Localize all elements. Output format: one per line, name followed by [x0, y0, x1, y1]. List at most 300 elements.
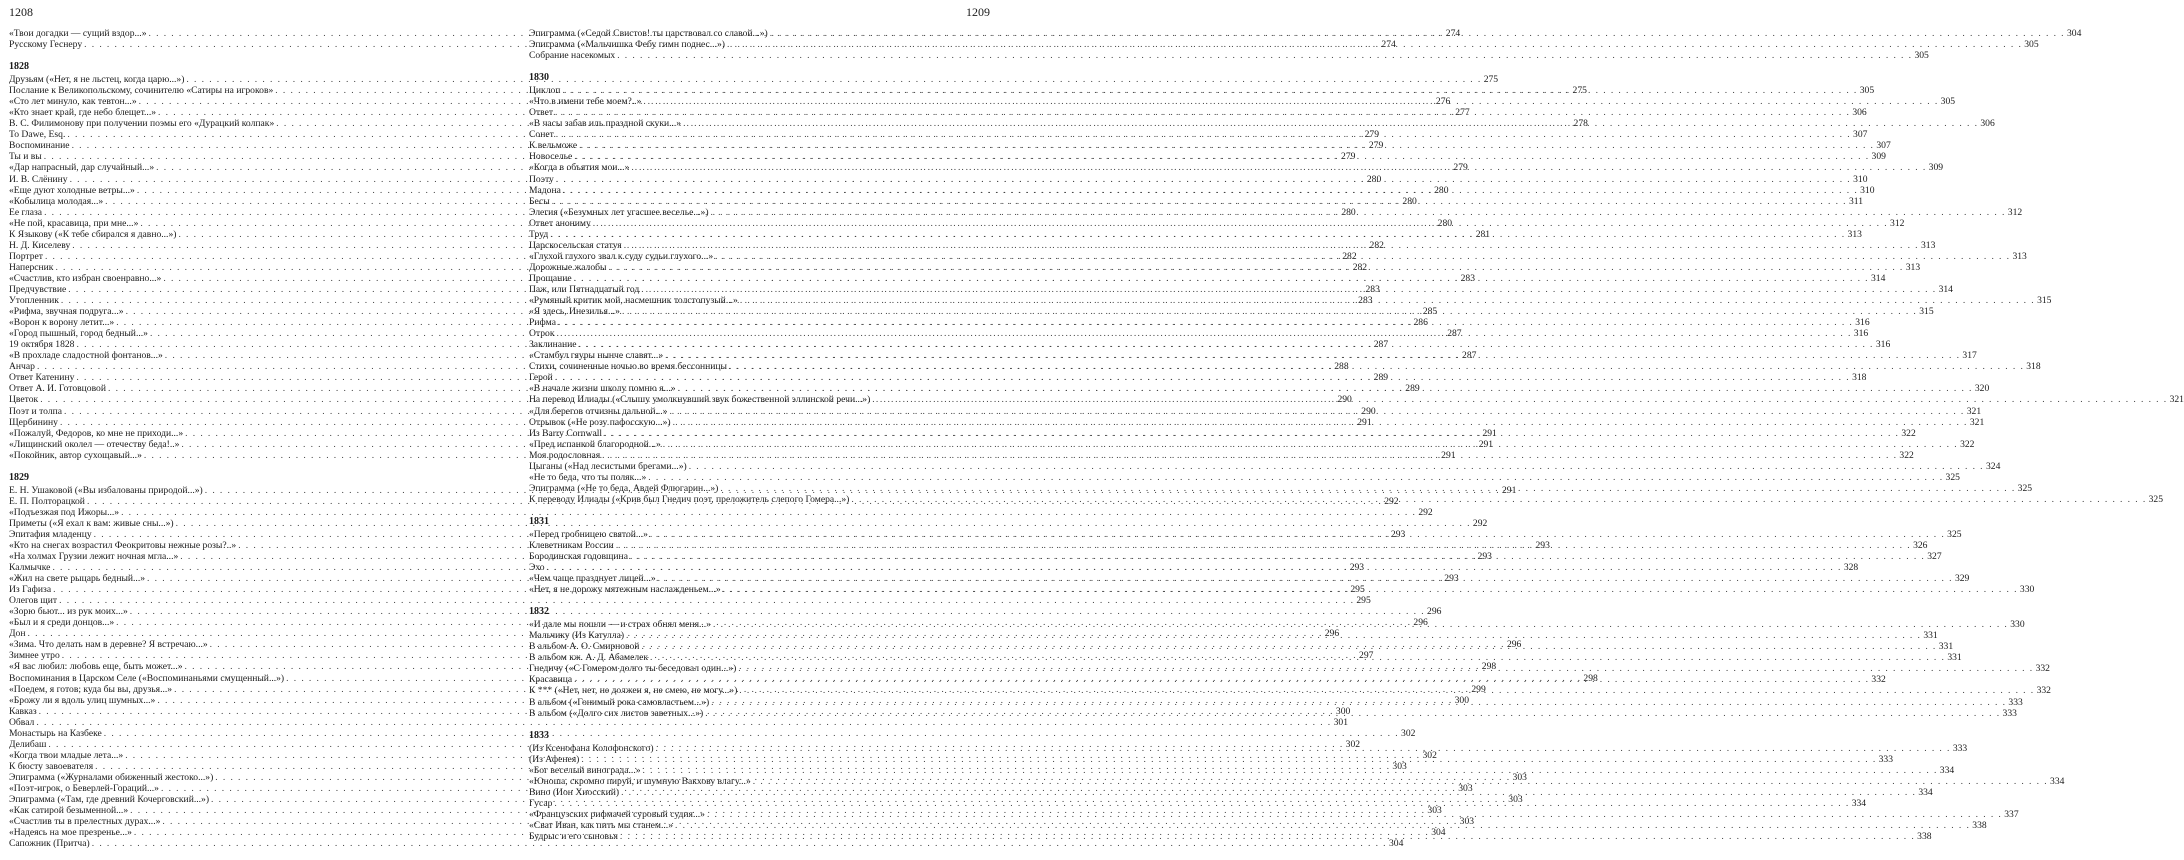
entry-page-number: 305	[1859, 85, 1875, 97]
dot-leader	[849, 494, 2148, 505]
entry-title: «Не пой, красавица, при мне...»	[9, 217, 139, 229]
entry-page-number: 275	[1483, 74, 1499, 86]
entry-title: Друзьям («Нет, я не льстец, когда царю...»)	[9, 74, 185, 86]
entry-title: «Чем чаще празднует лицей...»	[529, 573, 656, 585]
entry-page-number: 326	[1913, 539, 1928, 551]
entry-title: К переводу Илиады («Крив был Гнедич поэт, преложитель слепого Гомера...»)	[529, 493, 850, 505]
entry-title: Заклинание	[529, 339, 577, 351]
dot-leader	[577, 339, 1876, 350]
dot-leader	[768, 28, 2067, 39]
dot-leader	[591, 218, 1890, 229]
dot-leader	[639, 284, 1938, 295]
dot-leader	[661, 439, 1960, 450]
entry-title: Щербинину	[9, 416, 58, 428]
entry-page-number: 333	[2002, 707, 2017, 719]
entry-page-number: 277	[1455, 107, 1470, 119]
year-heading: 1832	[529, 606, 549, 618]
entry-page-number: 279	[1453, 162, 1468, 174]
entry-page-number: 337	[2004, 808, 2019, 820]
entry-title: «Сват Иван, как пить мы станем...»	[529, 819, 673, 831]
entry-title: Гнедичу («С Гомером долго ты беседовал один...»)	[529, 663, 737, 675]
dot-leader	[709, 207, 2008, 218]
entry-title: «Дар напрасный, дар случайный...»	[9, 162, 155, 174]
entry-title: «Румяный критик мой, насмешник толстопузый...»	[529, 295, 738, 307]
entry-page-number: 325	[1947, 528, 1962, 540]
entry-title: К Языкову («К тебе сбирался я давно...»)	[9, 228, 177, 240]
dot-leader	[548, 229, 1847, 240]
entry-title: Моя родословная	[529, 449, 601, 461]
entry-page-number: 288	[1334, 361, 1349, 373]
dot-leader	[727, 361, 2026, 372]
entry-title: «Бог веселый винограда...»	[529, 764, 641, 776]
entry-title: Портрет	[9, 250, 43, 262]
entry-title: Кавказ	[9, 705, 37, 717]
entry-title: Е. Н. Ушаковой («Вы избалованы природой...»)	[9, 484, 203, 496]
entry-title: «Перед гробницею святой...»	[529, 528, 648, 540]
entry-page-number: 334	[1939, 764, 1955, 776]
dot-leader	[641, 96, 1940, 107]
dot-leader	[606, 262, 1905, 273]
entry-title: «Когда в объятия мои...»	[529, 162, 630, 174]
entry-page-number: 309	[1928, 162, 1944, 174]
entry-page-number: 313	[1905, 261, 1921, 273]
entry-title: Стихи, сочиненные ночью во время бессонницы	[529, 361, 727, 373]
entry-page-number: 322	[1899, 449, 1914, 461]
entry-title: Обвал	[9, 716, 35, 728]
entry-page-number: 296	[1413, 617, 1428, 629]
entry-title: Ее глаза	[9, 206, 43, 218]
entry-title: Наперсник	[9, 261, 54, 273]
entry-title: «Глухой глухого звал к суду судьи глухого...»	[529, 250, 714, 262]
entry-title: Клеветникам России	[529, 539, 614, 551]
entry-title: «Не то беда, что ты поляк...»	[529, 471, 647, 483]
entry-page-number: 322	[1960, 438, 1975, 450]
entry-page-number: 305	[1940, 96, 1956, 108]
dot-leader	[667, 406, 1966, 417]
entry-page-number: 313	[2012, 250, 2027, 262]
entry-page-number: 298	[1583, 672, 1598, 684]
entry-page-number: 283	[1358, 295, 1373, 307]
entry-title: «Покойник, автор сухощавый...»	[9, 449, 142, 461]
entry-title: «Жил на свете рыцарь бедный...»	[9, 573, 146, 585]
dot-leader	[620, 306, 1919, 317]
entry-page-number: 303	[1512, 771, 1527, 783]
entry-page-number: 296	[1324, 628, 1340, 640]
entry-title: «Твои догадки — сущий вздор...»	[9, 28, 147, 39]
dot-leader	[687, 461, 1986, 472]
entry-title: «Нет, я не дорожу мятежным наслажденьем...»	[529, 584, 721, 596]
entry-title: Гусар	[529, 797, 553, 809]
entry-page-number: 289	[1373, 372, 1389, 384]
entry-title: Сонет	[529, 129, 554, 141]
dot-leader	[615, 50, 1914, 61]
entry-title: Поэт и толпа	[9, 405, 62, 417]
dot-leader	[681, 118, 1980, 129]
entry-title: «На холмах Грузии лежит ночная мгла...»	[9, 551, 179, 563]
entry-title: Н. Д. Киселеву	[9, 239, 71, 251]
entry-title: Из Гафиза	[9, 584, 52, 596]
entry-page-number: 303	[1508, 794, 1523, 806]
entry-title: Циклоп	[529, 85, 561, 97]
entry-title: Эпиграмма («Мальчишка Фебу гимн поднес...»)	[529, 39, 725, 51]
entry-page-number: 331	[1938, 641, 1954, 653]
entry-title: Прощание	[529, 272, 572, 284]
year-heading: 1830	[529, 72, 549, 84]
entry-page-number: 291	[1478, 438, 1494, 450]
entry-page-number: 328	[1843, 562, 1859, 574]
entry-page-number: 297	[1359, 650, 1374, 662]
entry-page-number: 306	[1852, 107, 1867, 119]
entry-page-number: 318	[2026, 361, 2041, 373]
entry-title: «Пожалуй, Федоров, ко мне не приходи...»	[9, 427, 184, 439]
entry-page-number: 310	[1860, 184, 1875, 196]
entry-title: «Французских рифмачей суровый судия...»	[529, 808, 705, 820]
entry-page-number: 334	[2050, 775, 2065, 787]
entry-title: Будрыс и его сыновья	[529, 831, 618, 842]
entry-page-number: 290	[1337, 394, 1352, 406]
toc-entry	[9, 716, 1348, 728]
entry-title: Эпиграмма («Там, где древний Кочерговский...»)	[9, 794, 210, 806]
entry-page-number: 280	[1341, 206, 1356, 218]
dot-leader	[656, 573, 1955, 584]
entry-page-number: 279	[1341, 151, 1356, 163]
page-number: 1209	[966, 5, 990, 19]
dot-leader	[705, 809, 2004, 820]
entry-title: «Подъезжая под Ижоры...»	[9, 506, 120, 518]
entry-page-number: 293	[1349, 562, 1365, 574]
entry-page-number: 296	[1506, 639, 1522, 651]
entry-page-number: 286	[1413, 317, 1428, 329]
dot-leader	[577, 140, 1876, 151]
dot-leader	[709, 694, 2008, 708]
entry-title: Русскому Геснеру	[9, 39, 83, 51]
entry-page-number: 307	[1853, 129, 1868, 141]
entry-title: «Стамбул гяуры нынче славят...»	[529, 350, 664, 362]
dot-leader	[673, 820, 1972, 831]
entry-title: «Как сатирой безыменной...»	[9, 805, 129, 817]
entry-page-number: 302	[1345, 738, 1361, 750]
entry-page-number: 282	[1352, 261, 1368, 273]
entry-title: На перевод Илиады («Слышу умолкнувший звук божественной эллинской речи...»)	[529, 394, 871, 406]
entry-page-number: 302	[1401, 727, 1416, 739]
entry-title: «Поедем, я готов; куда бы вы, друзья...»	[9, 683, 173, 695]
dot-leader	[703, 705, 2002, 719]
entry-page-number: 303	[1458, 783, 1473, 794]
entry-page-number: 334	[1851, 797, 1867, 809]
entry-page-number: 283	[1460, 272, 1475, 284]
entry-page-number: 276	[1435, 96, 1451, 108]
entry-page-number: 293	[1444, 573, 1459, 585]
year-heading: 1833	[529, 729, 549, 741]
entry-title: «Кобылица молодая...»	[9, 195, 104, 207]
entry-page-number: 293	[1477, 551, 1492, 563]
entry-title: «Когда твои младые лета...»	[9, 749, 124, 761]
dot-leader	[556, 317, 1855, 328]
entry-title: «Кто знает край, где небо блещет...»	[9, 107, 157, 119]
entry-title: Паж, или Пятнадцатый год	[529, 283, 640, 295]
entry-page-number: 296	[1427, 606, 1442, 618]
dot-leader	[624, 630, 1923, 641]
dot-leader	[663, 350, 1962, 361]
entry-page-number: 310	[1853, 173, 1868, 185]
entry-title: В. С. Филимонову при получении поэмы его «Дурацкий колпак»	[9, 118, 275, 130]
entry-page-number: 315	[2037, 295, 2052, 307]
dot-leader	[572, 674, 1871, 685]
dot-leader	[555, 328, 1854, 339]
entry-title: «Зима. Что делать нам в деревне? Я встречаю...»	[9, 639, 208, 651]
entry-title: Ответ анониму	[529, 217, 591, 229]
entry-page-number: 321	[1969, 416, 1985, 428]
entry-page-number: 322	[1901, 427, 1916, 439]
entry-page-number: 291	[1482, 427, 1497, 439]
entry-page-number: 280	[1437, 217, 1453, 229]
entry-page-number: 274	[1381, 39, 1396, 51]
entry-title: «Счастлив ты в прелестных дурах...»	[9, 816, 161, 828]
dot-leader	[737, 685, 2036, 696]
entry-title: «Был и я среди донцов...»	[9, 617, 115, 629]
entry-title: Поэту	[529, 173, 554, 185]
dot-leader	[550, 196, 1849, 207]
dot-leader	[618, 831, 1917, 842]
entry-title: Отрывок («Не розу пафосскую...»)	[529, 416, 671, 428]
entry-title: Цыганы («Над лесистыми брегами...»)	[529, 460, 687, 472]
entry-page-number: 278	[1573, 118, 1588, 130]
entry-page-number: 290	[1361, 405, 1376, 417]
entry-page-number: 304	[1388, 838, 1404, 850]
dot-leader	[572, 273, 1871, 284]
entry-page-number: 307	[1876, 140, 1891, 152]
entry-page-number: 332	[1871, 674, 1886, 686]
entry-title: В альбом («Долго сих листов заветных...»)	[529, 707, 704, 719]
entry-title: Труд	[529, 228, 549, 240]
entry-page-number: 333	[1878, 753, 1894, 765]
entry-page-number: 331	[1923, 630, 1938, 642]
dot-leader	[553, 107, 1852, 118]
entry-title: Ответ	[529, 107, 554, 119]
entry-title: «В начале жизни школу помню я...»	[529, 383, 676, 395]
entry-page-number: 291	[1441, 449, 1456, 461]
entry-page-number: 314	[1938, 283, 1953, 295]
entry-page-number: 314	[1870, 272, 1886, 284]
entry-title: Ответ А. И. Готовцовой	[9, 383, 106, 395]
entry-title: «Ворон к ворону летит...»	[9, 317, 115, 329]
entry-title: (Из Афенея)	[529, 753, 580, 765]
dot-leader	[736, 663, 2035, 674]
entry-page-number: 292	[1384, 495, 1399, 507]
dot-leader	[639, 641, 1938, 652]
entry-title: Красавица	[529, 674, 573, 686]
entry-page-number: 292	[1472, 517, 1488, 529]
entry-page-number: 327	[1927, 551, 1942, 563]
entry-page-number: 292	[1418, 506, 1433, 518]
entry-page-number: 332	[2035, 663, 2050, 675]
entry-page-number: 333	[1952, 742, 1968, 754]
entry-title: Царскосельская статуя	[529, 239, 622, 251]
dot-leader	[545, 562, 1844, 573]
entry-title: Делибаш	[9, 738, 47, 750]
entry-page-number: 279	[1364, 129, 1380, 141]
entry-page-number: 324	[1985, 460, 2001, 472]
entry-title: Элегия («Безумных лет угасшее веселье...»)	[529, 206, 709, 218]
dot-leader	[648, 652, 1947, 663]
entry-page-number: 325	[2148, 493, 2164, 505]
entry-page-number: 304	[1431, 827, 1446, 839]
entry-title: В альбом («Гонимый рока самовластьем...»)	[529, 696, 710, 708]
dot-leader	[713, 251, 2012, 262]
dot-leader	[738, 295, 2037, 306]
dot-leader	[614, 540, 1913, 551]
entry-page-number: 275	[1572, 85, 1587, 97]
dot-leader	[654, 743, 1953, 754]
entry-page-number: 300	[1335, 705, 1351, 717]
entry-page-number: 320	[1974, 383, 1990, 395]
entry-page-number: 303	[1459, 816, 1475, 828]
dot-leader	[622, 240, 1921, 251]
entry-title: Бесы	[529, 195, 550, 207]
dot-leader	[870, 394, 2169, 405]
entry-title: «Рифма, звучная подруга...»	[9, 306, 124, 318]
entry-title: Приметы («Я ехал к вам: живые сны...»)	[9, 517, 174, 529]
entry-page-number: 293	[1390, 528, 1406, 540]
dot-leader	[554, 174, 1853, 185]
entry-title: Рифма	[529, 317, 556, 329]
dot-leader	[648, 529, 1947, 540]
entry-title: «Надеясь на мое презренье...»	[9, 827, 132, 839]
toc-entry	[9, 506, 1433, 518]
entry-page-number: 300	[1454, 694, 1470, 706]
entry-page-number: 289	[1405, 383, 1420, 395]
entry-page-number: 313	[1920, 239, 1936, 251]
entry-page-number: 325	[2017, 482, 2033, 494]
entry-page-number: 316	[1853, 328, 1869, 340]
entry-page-number: 316	[1875, 339, 1891, 351]
entry-page-number: 287	[1462, 350, 1477, 362]
dot-leader	[552, 798, 1851, 809]
entry-page-number: 291	[1357, 416, 1372, 428]
entry-title: «Я здесь, Инезилья...»	[529, 306, 620, 318]
entry-page-number: 318	[1852, 372, 1867, 384]
dot-leader	[561, 185, 1860, 196]
entry-title: 19 октября 1828	[9, 339, 75, 351]
entry-page-number: 330	[2010, 619, 2025, 631]
entry-title: Дорожные жалобы	[529, 261, 607, 273]
entry-title: Калмычке	[9, 562, 51, 574]
entry-title: Эпиграмма («Не то беда, Авдей Флюгарин...»)	[529, 482, 719, 494]
entry-page-number: 301	[1333, 716, 1348, 728]
entry-title: Зимнее утро	[9, 650, 60, 662]
entry-page-number: 321	[2169, 394, 2184, 406]
entry-title: Воспоминание	[9, 140, 70, 152]
entry-page-number: 293	[1535, 539, 1550, 551]
entry-page-number: 304	[2066, 28, 2082, 39]
entry-page-number: 299	[1471, 683, 1486, 695]
dot-leader	[676, 383, 1975, 394]
entry-title: В альбом А. О. Смирновой	[529, 641, 640, 653]
entry-title: Герой	[529, 372, 553, 384]
entry-page-number: 281	[1475, 228, 1491, 240]
entry-title: К вельможе	[529, 140, 578, 152]
dot-leader	[646, 472, 1945, 483]
dot-leader	[629, 162, 1928, 173]
entry-title: Эпитафия младенцу	[9, 528, 92, 540]
entry-page-number: 298	[1481, 661, 1497, 673]
entry-page-number: 303	[1427, 805, 1442, 817]
entry-page-number: 315	[1919, 306, 1934, 318]
entry-page-number: 321	[1966, 405, 1982, 417]
page-number: 1208	[9, 5, 33, 19]
entry-title: Эпиграмма («Журналами обиженный жестоко...»)	[9, 771, 214, 783]
dot-leader	[711, 619, 2010, 630]
dot-leader	[751, 776, 2050, 787]
entry-page-number: 312	[2007, 206, 2023, 218]
dot-leader	[572, 151, 1871, 162]
entry-page-number: 295	[1356, 595, 1371, 607]
dot-leader	[641, 765, 1940, 776]
toc-entry	[529, 460, 2001, 472]
entry-title: Е. П. Полторацкой	[9, 495, 85, 507]
entry-page-number: 280	[1402, 195, 1417, 207]
entry-title: «Поэт-игрок, о Беверлей-Гораций...»	[9, 783, 159, 794]
entry-page-number: 283	[1365, 283, 1380, 295]
entry-page-number: 305	[1914, 50, 1929, 62]
entry-title: «Я вас любил: любовь еще, быть может...»	[9, 661, 183, 673]
dot-leader	[725, 39, 2024, 50]
entry-title: Отрок	[529, 328, 555, 340]
entry-page-number: 309	[1871, 151, 1886, 163]
entry-title: «И дале мы пошли — и страх обнял меня...»	[529, 619, 711, 631]
entry-title: Вино (Ион Хиосский)	[529, 786, 620, 798]
year-heading: 1831	[529, 515, 549, 527]
entry-page-number: 312	[1890, 217, 1905, 229]
entry-title: «Кто на снегах возрастил Феокритовы нежные розы?..»	[9, 539, 237, 551]
entry-page-number: 303	[1392, 760, 1407, 772]
entry-title: Утопленник	[9, 295, 59, 307]
entry-title: «Для берегов отчизны дальной...»	[529, 405, 668, 417]
dot-leader	[671, 417, 1970, 428]
entry-page-number: 282	[1342, 250, 1357, 262]
entry-title: Сапожник (Притча)	[9, 838, 90, 850]
toc-entry	[9, 595, 1371, 607]
entry-page-number: 274	[1445, 28, 1461, 39]
entry-page-number: 338	[1917, 831, 1932, 842]
entry-title: Бородинская годовщина	[529, 551, 628, 563]
entry-title: К *** («Нет, нет, не должен я, не смею, не могу...»)	[529, 685, 738, 697]
dot-leader	[553, 372, 1852, 383]
entry-page-number: 338	[1972, 819, 1987, 831]
entry-title: «Что в имени тебе моем?..»	[529, 96, 642, 108]
entry-page-number: 287	[1373, 339, 1389, 351]
entry-title: «Зорю бьют... из рук моих...»	[9, 606, 128, 618]
entry-page-number: 332	[2036, 685, 2051, 697]
entry-page-number: 280	[1434, 184, 1449, 196]
entry-title: Анчар	[9, 361, 35, 373]
dot-leader	[721, 584, 2020, 595]
entry-title: Послание к Великопольскому, сочинителю «Сатиры на игроков»	[9, 85, 274, 97]
dot-leader	[579, 754, 1878, 765]
dot-leader	[628, 551, 1927, 562]
entry-title: «Город пышный, город бедный...»	[9, 328, 148, 340]
year-heading: 1828	[9, 61, 29, 73]
entry-title: «Пред испанкой благородной...»	[529, 438, 661, 450]
entry-title: «Сто лет минуло, как тевтон...»	[9, 96, 137, 108]
entry-title: «Счастлив, кто избран своенравно...»	[9, 272, 162, 284]
entry-title: Монастырь на Казбеке	[9, 727, 102, 739]
dot-leader	[554, 129, 1853, 140]
entry-title: Дон	[9, 628, 26, 640]
entry-page-number: 282	[1369, 239, 1384, 251]
toc-entry	[529, 50, 1929, 62]
entry-title: «Лищинский околел — отечеству беда!..»	[9, 438, 180, 450]
